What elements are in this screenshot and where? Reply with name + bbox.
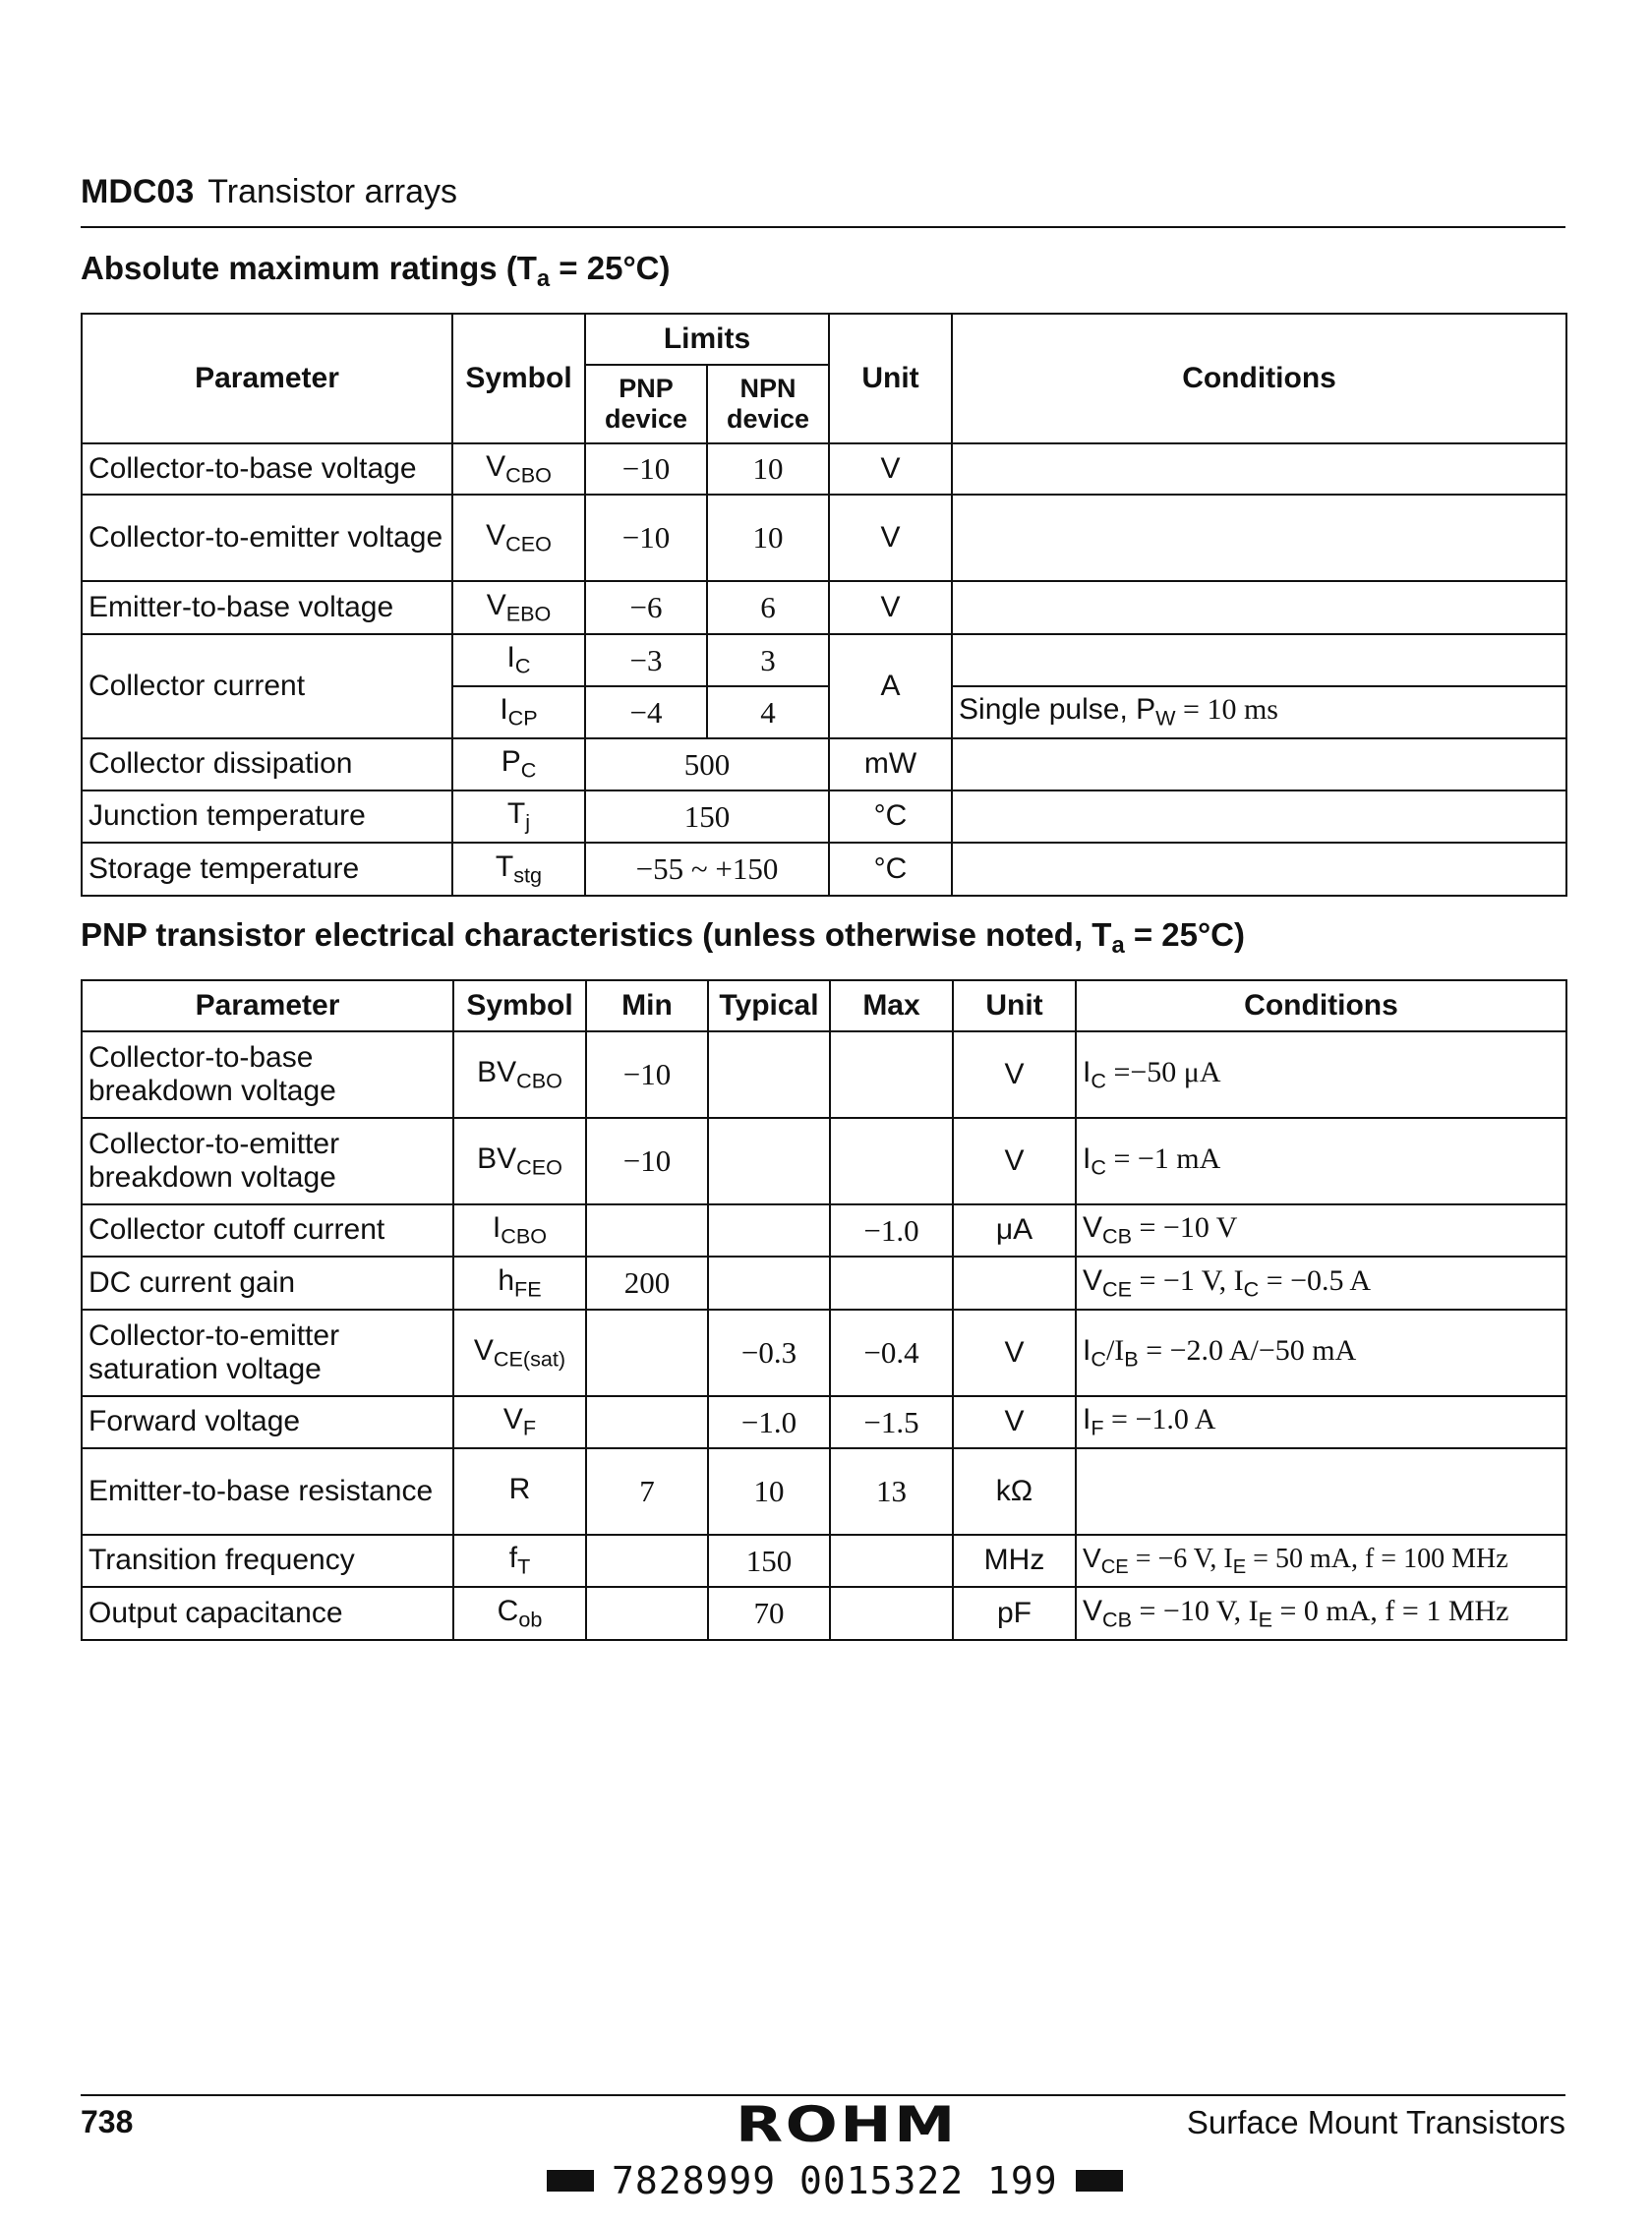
min-cell [586,1310,708,1396]
max-cell [830,1031,953,1118]
typical-cell [708,1257,830,1310]
parameter-cell: Forward voltage [82,1396,453,1448]
symbol-cell: $BV_{CEO}$ [453,1118,586,1204]
conditions-cell: $I_C/I_B = -2.0$ A/−50 mA [1076,1310,1566,1396]
min-cell [586,1535,708,1587]
col-header-unit: Unit [953,980,1076,1031]
max-cell: −0.4 [830,1310,953,1396]
typical-cell: −0.3 [708,1310,830,1396]
unit-cell: MHz [953,1535,1076,1587]
table-row: Collector-to-emitter voltage $V_{CEO}$ −10 10 V [82,495,1566,581]
conditions-cell: $V_{CE} = -6$ V, $I_E = 50$ mA, f = 100 MHz [1076,1535,1566,1587]
symbol-cell: $I_{CP}$ [452,686,585,738]
page-header-title: Transistor arrays [207,173,458,210]
symbol-cell: $T_j$ [452,790,585,843]
footer-category: Surface Mount Transistors [1186,2104,1565,2140]
unit-cell: V [953,1031,1076,1118]
table-row [82,1310,1566,1396]
amr-section-title: Absolute maximum ratings $(T_a = 25^\circ C)$ [81,250,671,293]
unit-cell: pF [953,1587,1076,1640]
conditions-cell: $I_C = -1$ mA [1076,1118,1566,1204]
unit-cell: μA [953,1204,1076,1257]
unit-cell: V [953,1396,1076,1448]
max-cell: −1.5 [830,1396,953,1448]
part-number: MDC03 [81,173,195,210]
table-row [82,1448,1566,1535]
table-row [82,1587,1566,1640]
pnp-electrical-characteristics-table [81,979,1567,1641]
conditions-cell: Single pulse, $P_W = 10$ ms [952,686,1566,738]
typical-cell [708,1031,830,1118]
table-row [82,1396,1566,1448]
symbol-cell: $I_{CBO}$ [453,1204,586,1257]
conditions-cell: $V_{CE} = -1$ V, $I_C = -0.5$ A [1076,1257,1566,1310]
parameter-cell: Collector cutoff current [82,1204,453,1257]
parameter-cell: Transition frequency [82,1535,453,1587]
symbol-cell: $V_{CEO}$ [452,495,585,581]
conditions-cell: $I_C =-50$ μA [1076,1031,1566,1118]
table-row: Junction temperature $T_j$ 150 °C [82,790,1566,843]
unit-cell: V [953,1118,1076,1204]
min-cell [586,1396,708,1448]
pnp-section-title: PNP transistor electrical characteristics (unless otherwise noted, $T_a = 25^\circ C$) [81,916,1246,960]
symbol-cell: $f_T$ [453,1535,586,1587]
page-header [81,173,457,211]
parameter-cell: Collector-to-emitter saturation voltage [82,1310,453,1396]
barcode-number: 7828999 0015322 199 [612,2159,1058,2202]
col-header-limits: Limits [585,314,829,365]
page-number: 738 [81,2104,134,2139]
barcode-line [547,2159,1123,2202]
min-cell: 200 [586,1257,708,1310]
typical-cell: −1.0 [708,1396,830,1448]
typical-cell: 150 [708,1535,830,1587]
typical-cell: 10 [708,1448,830,1535]
col-header-pnp-device: PNP device [585,365,707,443]
table-row [82,1031,1566,1118]
table-row [82,1204,1566,1257]
rohm-logo: ROHM [736,2096,958,2153]
max-cell [830,1587,953,1640]
table-row: Storage temperature $T_{stg}$ −55 ~ +150 °C [82,843,1566,896]
symbol-cell: $V_F$ [453,1396,586,1448]
min-cell [586,1587,708,1640]
col-header-typical: Typical [708,980,830,1031]
table-row: Collector dissipation $P_C$ 500 mW [82,738,1566,790]
min-cell [586,1204,708,1257]
symbol-cell: $h_{FE}$ [453,1257,586,1310]
symbol-cell: $C_{ob}$ [453,1587,586,1640]
symbol-cell: $V_{CE(sat)}$ [453,1310,586,1396]
table-row: Collector-to-base voltage $V_{CBO}$ −10 10 V [82,443,1566,495]
typical-cell [708,1204,830,1257]
symbol-cell: $V_{CBO}$ [452,443,585,495]
parameter-cell: DC current gain [82,1257,453,1310]
conditions-cell: $V_{CB} = -10$ V, $I_E = 0$ mA, f = 1 MHz [1076,1587,1566,1640]
table-row: Emitter-to-base voltage $V_{EBO}$ −6 6 V [82,581,1566,634]
table-row [82,1257,1566,1310]
conditions-cell: $V_{CB} = -10$ V [1076,1204,1566,1257]
parameter-cell: Emitter-to-base resistance [82,1448,453,1535]
max-cell: 13 [830,1448,953,1535]
max-cell [830,1257,953,1310]
col-header-symbol: Symbol [452,314,585,443]
col-header-min: Min [586,980,708,1031]
conditions-cell: $I_F = -1.0$ A [1076,1396,1566,1448]
header-rule [81,226,1565,228]
min-cell: −10 [586,1118,708,1204]
typical-cell [708,1118,830,1204]
symbol-cell: $BV_{CBO}$ [453,1031,586,1118]
col-header-conditions: Conditions [952,314,1566,443]
max-cell [830,1535,953,1587]
symbol-cell: $T_{stg}$ [452,843,585,896]
table-row: Collector current $I_C$ −3 3 A [82,634,1566,686]
unit-cell [953,1257,1076,1310]
min-cell: −10 [586,1031,708,1118]
symbol-cell: $V_{EBO}$ [452,581,585,634]
barcode-block-right [1076,2170,1123,2192]
symbol-cell: $P_C$ [452,738,585,790]
col-header-max: Max [830,980,953,1031]
table-row: $I_{CP}$ −4 4 Single pulse, $P_W = 10$ ms [82,686,1566,738]
symbol-cell: R [453,1448,586,1535]
typical-cell: 70 [708,1587,830,1640]
barcode-block-left [547,2170,594,2192]
col-header-unit: Unit [829,314,952,443]
table-row [82,1118,1566,1204]
col-header-conditions: Conditions [1076,980,1566,1031]
parameter-cell: Collector-to-base breakdown voltage [82,1031,453,1118]
table-row [82,1535,1566,1587]
parameter-cell: Collector-to-emitter breakdown voltage [82,1118,453,1204]
unit-cell: V [953,1310,1076,1396]
conditions-cell [1076,1448,1566,1535]
min-cell: 7 [586,1448,708,1535]
max-cell: −1.0 [830,1204,953,1257]
col-header-npn-device: NPN device [707,365,829,443]
absolute-max-ratings-table [81,313,1567,897]
unit-cell: kΩ [953,1448,1076,1535]
parameter-cell: Output capacitance [82,1587,453,1640]
col-header-parameter: Parameter [82,980,453,1031]
table-header-row [82,314,1566,365]
col-header-symbol: Symbol [453,980,586,1031]
table-header-row [82,980,1566,1031]
symbol-cell: $I_C$ [452,634,585,686]
col-header-parameter: Parameter [82,314,452,443]
max-cell [830,1118,953,1204]
